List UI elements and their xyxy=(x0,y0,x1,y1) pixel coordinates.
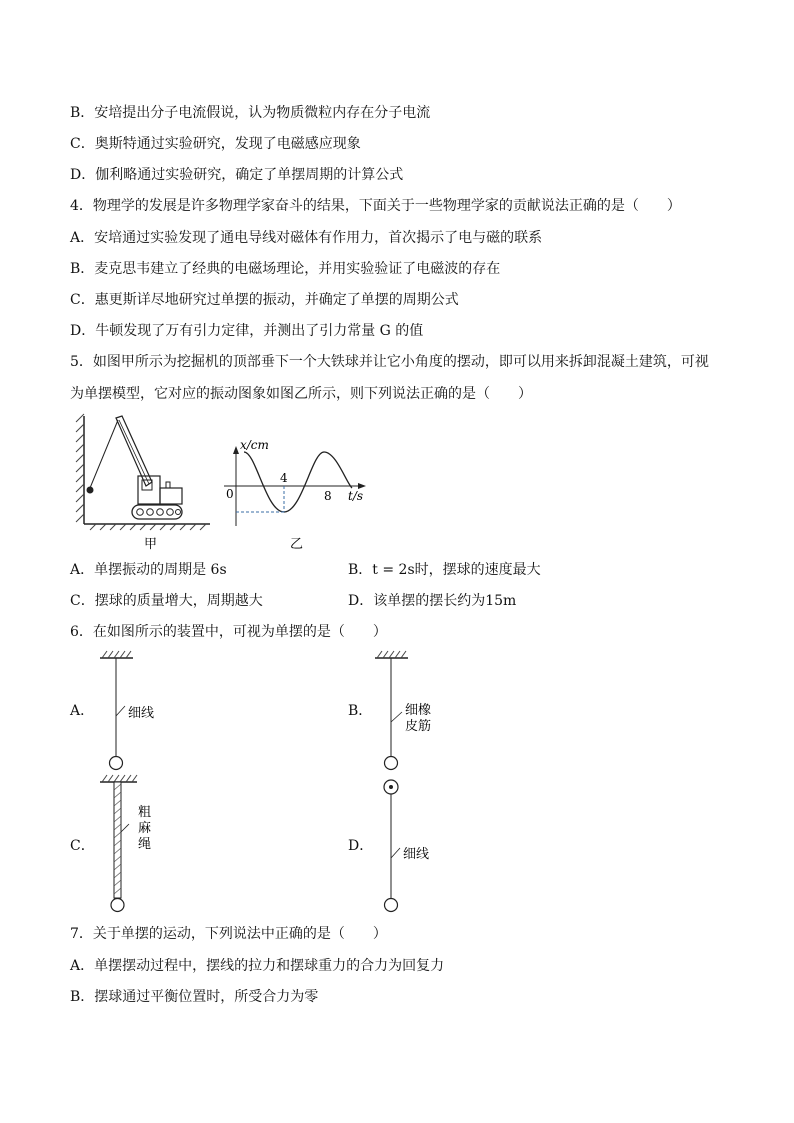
q5-stem-line2: 为单摆模型，它对应的振动图象如图乙所示，则下列说法正确的是（ ） xyxy=(70,386,532,402)
q6-a-label: 细线 xyxy=(128,706,155,721)
q6-option-a-letter: A． xyxy=(70,703,95,719)
q6-option-b-pendulum xyxy=(370,648,450,773)
x-axis-label: t/s xyxy=(348,489,364,503)
prev-option-b: B．安培提出分子电流假说，认为物质微粒内存在分子电流 xyxy=(70,105,431,121)
q5-option-d: D．该单摆的摆长约为15m xyxy=(348,593,517,609)
q6-option-d-pendulum xyxy=(370,772,450,915)
q6-c-label2: 麻 xyxy=(138,821,152,836)
q4-option-c: C．惠更斯详尽地研究过单摆的振动，并确定了单摆的周期公式 xyxy=(70,292,459,308)
figure-jia-label: 甲 xyxy=(144,537,158,552)
q6-option-a-pendulum xyxy=(95,648,175,773)
q5-stem-line1: 5．如图甲所示为挖掘机的顶部垂下一个大铁球并让它小角度的摆动，即可以用来拆卸混凝土建筑，可视 xyxy=(70,354,709,370)
figure-yi-label: 乙 xyxy=(290,537,304,552)
y-axis-label: x/cm xyxy=(240,438,269,452)
q6-c-label3: 绳 xyxy=(138,837,152,852)
q6-b-label2: 皮筋 xyxy=(405,719,432,734)
q5-option-c: C．摆球的质量增大，周期越大 xyxy=(70,593,263,609)
q6-d-label: 细线 xyxy=(403,847,430,862)
q6-stem: 6．在如图所示的装置中，可视为单摆的是（ ） xyxy=(70,624,387,640)
q6-option-c-letter: C． xyxy=(70,838,95,854)
q4-option-d: D．牛顿发现了万有引力定律，并测出了引力常量 G 的值 xyxy=(70,323,424,339)
q7-stem: 7．关于单摆的运动，下列说法中正确的是（ ） xyxy=(70,926,387,942)
figure-yi-graph xyxy=(220,430,380,552)
tick-8-label: 8 xyxy=(324,489,332,503)
q6-b-label1: 细橡 xyxy=(405,703,432,718)
graph-curve xyxy=(244,452,352,512)
q6-option-d-letter: D． xyxy=(348,838,374,854)
q4-option-b: B．麦克思韦建立了经典的电磁场理论，并用实验验证了电磁波的存在 xyxy=(70,261,501,277)
q7-option-b: B．摆球通过平衡位置时，所受合力为零 xyxy=(70,989,319,1005)
prev-option-d: D．伽利略通过实验研究，确定了单摆周期的计算公式 xyxy=(70,167,404,183)
q7-option-a: A．单摆摆动过程中，摆线的拉力和摆球重力的合力为回复力 xyxy=(70,958,445,974)
origin-label: 0 xyxy=(226,487,234,501)
q4-option-a: A．安培通过实验发现了通电导线对磁体有作用力，首次揭示了电与磁的联系 xyxy=(70,230,543,246)
q4-stem: 4．物理学的发展是许多物理学家奋斗的结果，下面关于一些物理学家的贡献说法正确的是（ ） xyxy=(70,198,681,214)
q6-option-c-pendulum xyxy=(95,770,175,915)
tick-4-label: 4 xyxy=(280,471,288,485)
q6-c-label1: 粗 xyxy=(138,805,152,820)
q5-option-a: A．单摆振动的周期是 6s xyxy=(70,562,227,578)
q5-option-b: B．t = 2s时，摆球的速度最大 xyxy=(348,562,541,578)
q6-option-b-letter: B． xyxy=(348,703,373,719)
figure-jia-excavator xyxy=(70,412,220,552)
prev-option-c: C．奥斯特通过实验研究，发现了电磁感应现象 xyxy=(70,136,361,152)
